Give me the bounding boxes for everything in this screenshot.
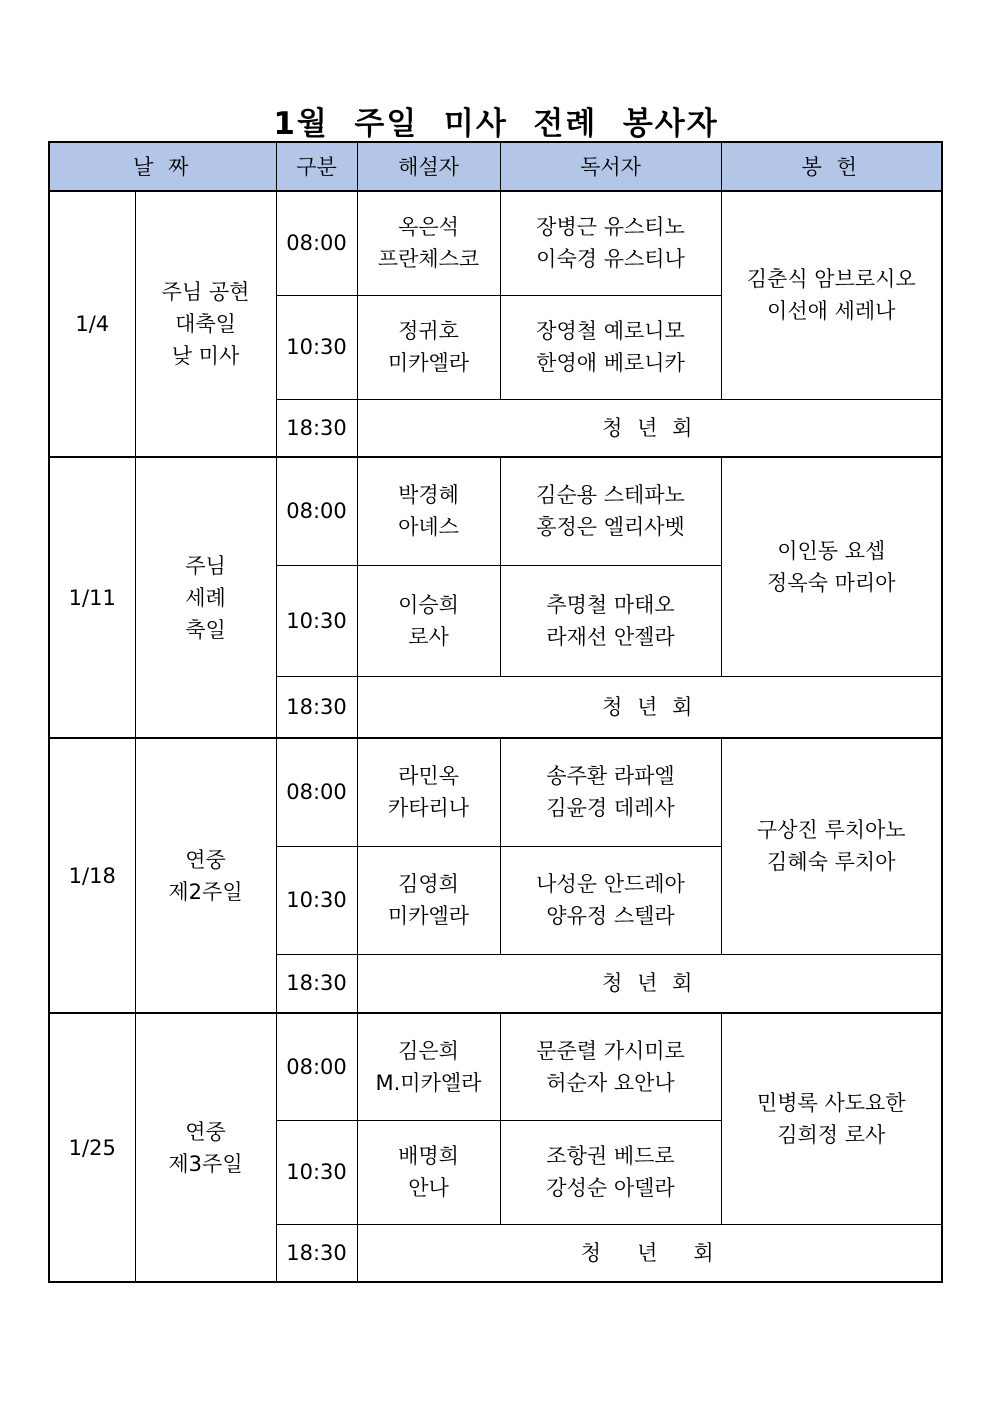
reader-cell: 송주환 라파엘 김윤경 데레사 <box>500 738 721 846</box>
header-row <box>49 142 942 191</box>
time-cell: 10:30 <box>276 295 357 399</box>
commentator-cell: 이승희 로사 <box>357 565 500 676</box>
reader-cell: 문준렬 가시미로 허순자 요안나 <box>500 1013 721 1120</box>
offertory-cell: 김춘식 암브로시오 이선애 세레나 <box>721 191 942 399</box>
time-cell: 18:30 <box>276 399 357 457</box>
header-reader: 독서자 <box>500 142 721 191</box>
time-cell: 10:30 <box>276 565 357 676</box>
schedule-table <box>48 141 943 1283</box>
offertory-cell: 구상진 루치아노 김혜숙 루치아 <box>721 738 942 954</box>
time-cell: 08:00 <box>276 1013 357 1120</box>
date-cell: 1/18 <box>49 738 135 1013</box>
reader-cell: 장병근 유스티노 이숙경 유스티나 <box>500 191 721 295</box>
offertory-cell: 이인동 요셉 정옥숙 마리아 <box>721 457 942 676</box>
table-row <box>49 191 942 295</box>
time-cell: 10:30 <box>276 1120 357 1224</box>
header-commentator: 해설자 <box>357 142 500 191</box>
date-cell: 1/25 <box>49 1013 135 1282</box>
date-cell: 1/11 <box>49 457 135 738</box>
header-category: 구분 <box>276 142 357 191</box>
commentator-cell: 김은희 M.미카엘라 <box>357 1013 500 1120</box>
commentator-cell: 정귀호 미카엘라 <box>357 295 500 399</box>
table-row <box>49 1013 942 1120</box>
reader-cell: 추명철 마태오 라재선 안젤라 <box>500 565 721 676</box>
time-cell: 18:30 <box>276 1224 357 1282</box>
commentator-cell: 김영희 미카엘라 <box>357 846 500 954</box>
time-cell: 08:00 <box>276 191 357 295</box>
time-cell: 08:00 <box>276 738 357 846</box>
commentator-cell: 라민옥 카타리나 <box>357 738 500 846</box>
commentator-cell: 배명희 안나 <box>357 1120 500 1224</box>
reader-cell: 조항권 베드로 강성순 아델라 <box>500 1120 721 1224</box>
table-row <box>49 738 942 846</box>
feast-cell: 연중 제2주일 <box>135 738 276 1013</box>
feast-cell: 주님 공현 대축일 낮 미사 <box>135 191 276 457</box>
reader-cell: 김순용 스테파노 홍정은 엘리사벳 <box>500 457 721 565</box>
time-cell: 08:00 <box>276 457 357 565</box>
page-title: 1월 주일 미사 전례 봉사자 <box>273 106 719 142</box>
commentator-cell: 박경혜 아녜스 <box>357 457 500 565</box>
youth-group-cell: 청 년 회 <box>357 399 942 457</box>
youth-group-cell: 청 년 회 <box>357 676 942 738</box>
header-offertory: 봉 헌 <box>721 142 942 191</box>
reader-cell: 장영철 예로니모 한영애 베로니카 <box>500 295 721 399</box>
time-cell: 18:30 <box>276 954 357 1013</box>
time-cell: 10:30 <box>276 846 357 954</box>
youth-group-cell: 청 년 회 <box>357 954 942 1013</box>
reader-cell: 나성운 안드레아 양유정 스텔라 <box>500 846 721 954</box>
youth-group-cell: 청 년 회 <box>357 1224 942 1282</box>
feast-cell: 주님 세례 축일 <box>135 457 276 738</box>
date-cell: 1/4 <box>49 191 135 457</box>
feast-cell: 연중 제3주일 <box>135 1013 276 1282</box>
header-date: 날 짜 <box>49 142 276 191</box>
table-row <box>49 457 942 565</box>
time-cell: 18:30 <box>276 676 357 738</box>
commentator-cell: 옥은석 프란체스코 <box>357 191 500 295</box>
offertory-cell: 민병록 사도요한 김희정 로사 <box>721 1013 942 1224</box>
